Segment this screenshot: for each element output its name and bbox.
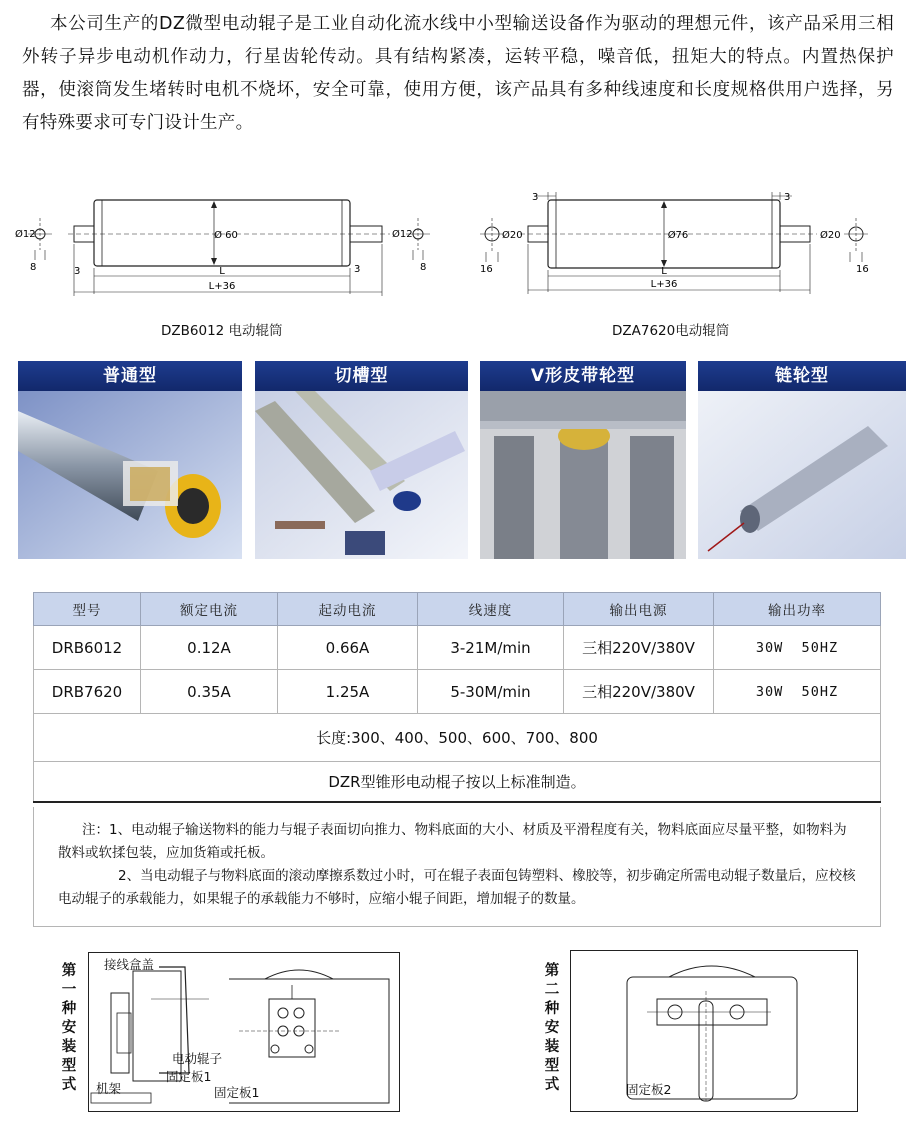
standard-row: [34, 762, 881, 802]
right-dwg-shaft-left-label: Ø20: [502, 230, 523, 241]
right-dwg-diameter-label: Ø76: [667, 230, 689, 241]
dza7620-drawing: [472, 190, 892, 295]
length-row: [34, 714, 881, 762]
cell-line-speed: 5-30M/min: [418, 670, 564, 714]
total-length-label: L+36: [208, 281, 236, 292]
dzb6012-caption: DZB6012 电动辊筒: [161, 323, 283, 339]
label-plate-2: 固定板2: [626, 1082, 672, 1097]
sprocket-roller-image: [698, 391, 906, 559]
header-power-supply: 输出电源: [564, 593, 714, 626]
first-install-title: 第一种安装型式: [61, 963, 77, 1093]
photo-card-title: 普通型: [18, 361, 242, 391]
standard-roller-image: [18, 391, 242, 559]
right-end-label: 8: [420, 262, 427, 273]
length-label: L: [219, 266, 225, 277]
cell-output-power: 30W 50HZ: [714, 670, 881, 714]
label-frame: 机架: [96, 1081, 122, 1096]
second-install-title: 第二种安装型式: [544, 963, 560, 1093]
header-line-speed: 线速度: [418, 593, 564, 626]
length-note: 长度:300、400、500、600、700、800: [34, 714, 881, 762]
spec-header-row: [34, 593, 881, 626]
photo-card-grooved: [255, 361, 468, 559]
cell-rated-current: 0.12A: [141, 626, 278, 670]
header-starting-current: 起动电流: [278, 593, 418, 626]
cell-starting-current: 0.66A: [278, 626, 418, 670]
right-dwg-shaft-right-label: Ø20: [820, 230, 841, 241]
intro-paragraph: 本公司生产的DZ微型电动辊子是工业自动化流水线中小型输送设备作为驱动的理想元件，该产品采用三相外转子异步电动机作动力，行星齿轮传动。具有结构紧凑，运转平稳，噪音低，扭矩大的特点。内置热保护器，使滚筒发生堵转时电机不烧坏，安全可靠，使用方便，该产品具有多种线速度和长度规格供用户选择，另有特殊要求可专门设计生产。: [22, 14, 894, 133]
cell-power-supply: 三相220V/380V: [564, 626, 714, 670]
cell-line-speed: 3-21M/min: [418, 626, 564, 670]
photo-card-v-belt: [480, 361, 686, 559]
right-dwg-length-label: L: [661, 266, 667, 277]
left-shaft-diameter-label: Ø12: [15, 229, 36, 240]
label-junction-box: 接线盒盖: [104, 957, 155, 972]
cell-output-power: 30W 50HZ: [714, 626, 881, 670]
cell-model: DRB6012: [34, 626, 141, 670]
cell-starting-current: 1.25A: [278, 670, 418, 714]
spec-table: [33, 592, 881, 803]
cell-model: DRB7620: [34, 670, 141, 714]
dza7620-caption: DZA7620电动辊筒: [612, 323, 730, 339]
note-1: 注：1、电动辊子输送物料的能力与辊子表面切向推力、物料底面的大小、材质及平滑程度有关，物料底面应尽量平整，如物料为散料或软揉包装，应加货箱或托板。: [58, 822, 847, 861]
photo-card-standard: [18, 361, 242, 559]
left-end-label: 8: [30, 262, 37, 273]
left-gap-label: 3: [74, 266, 81, 277]
right-dwg-end-left-label: 16: [480, 264, 493, 275]
standard-note: DZR型锥形电动棍子按以上标准制造。: [34, 762, 881, 802]
right-dwg-gap-left-label: 3: [532, 192, 539, 203]
photo-card-title: 切槽型: [255, 361, 468, 391]
dzb6012-drawing: [10, 188, 440, 298]
right-dwg-total-length-label: L+36: [650, 279, 678, 290]
photo-card-sprocket: [698, 361, 906, 559]
table-row: [34, 626, 881, 670]
label-roller: 电动辊子: [172, 1051, 223, 1066]
left-body-diameter-label: Ø 60: [214, 230, 238, 241]
cell-power-supply: 三相220V/380V: [564, 670, 714, 714]
right-gap-label: 3: [354, 264, 361, 275]
v-belt-roller-image: [480, 391, 686, 559]
grooved-roller-image: [255, 391, 468, 559]
right-dwg-end-right-label: 16: [856, 264, 869, 275]
cell-rated-current: 0.35A: [141, 670, 278, 714]
second-install-diagram: [570, 950, 858, 1112]
header-model: 型号: [34, 593, 141, 626]
label-plate-a: 固定板1: [166, 1069, 212, 1084]
note-2: 2、当电动辊子与物料底面的滚动摩擦系数过小时，可在辊子表面包铸塑料、橡胶等，初步确定所需电动辊子数量后，应校核电动辊子的承载能力，如果辊子的承载能力不够时，应缩小辊子间距，增加辊子的数量。: [58, 868, 856, 907]
photo-card-title: 链轮型: [698, 361, 906, 391]
label-plate-b: 固定板1: [214, 1085, 260, 1100]
header-rated-current: 额定电流: [141, 593, 278, 626]
notes-box: [33, 807, 881, 927]
table-row: [34, 670, 881, 714]
photo-card-title: V形皮带轮型: [480, 361, 686, 391]
right-dwg-gap-right-label: 3: [784, 192, 791, 203]
header-output-power: 输出功率: [714, 593, 881, 626]
left-shaft-right-label: Ø12: [392, 229, 413, 240]
